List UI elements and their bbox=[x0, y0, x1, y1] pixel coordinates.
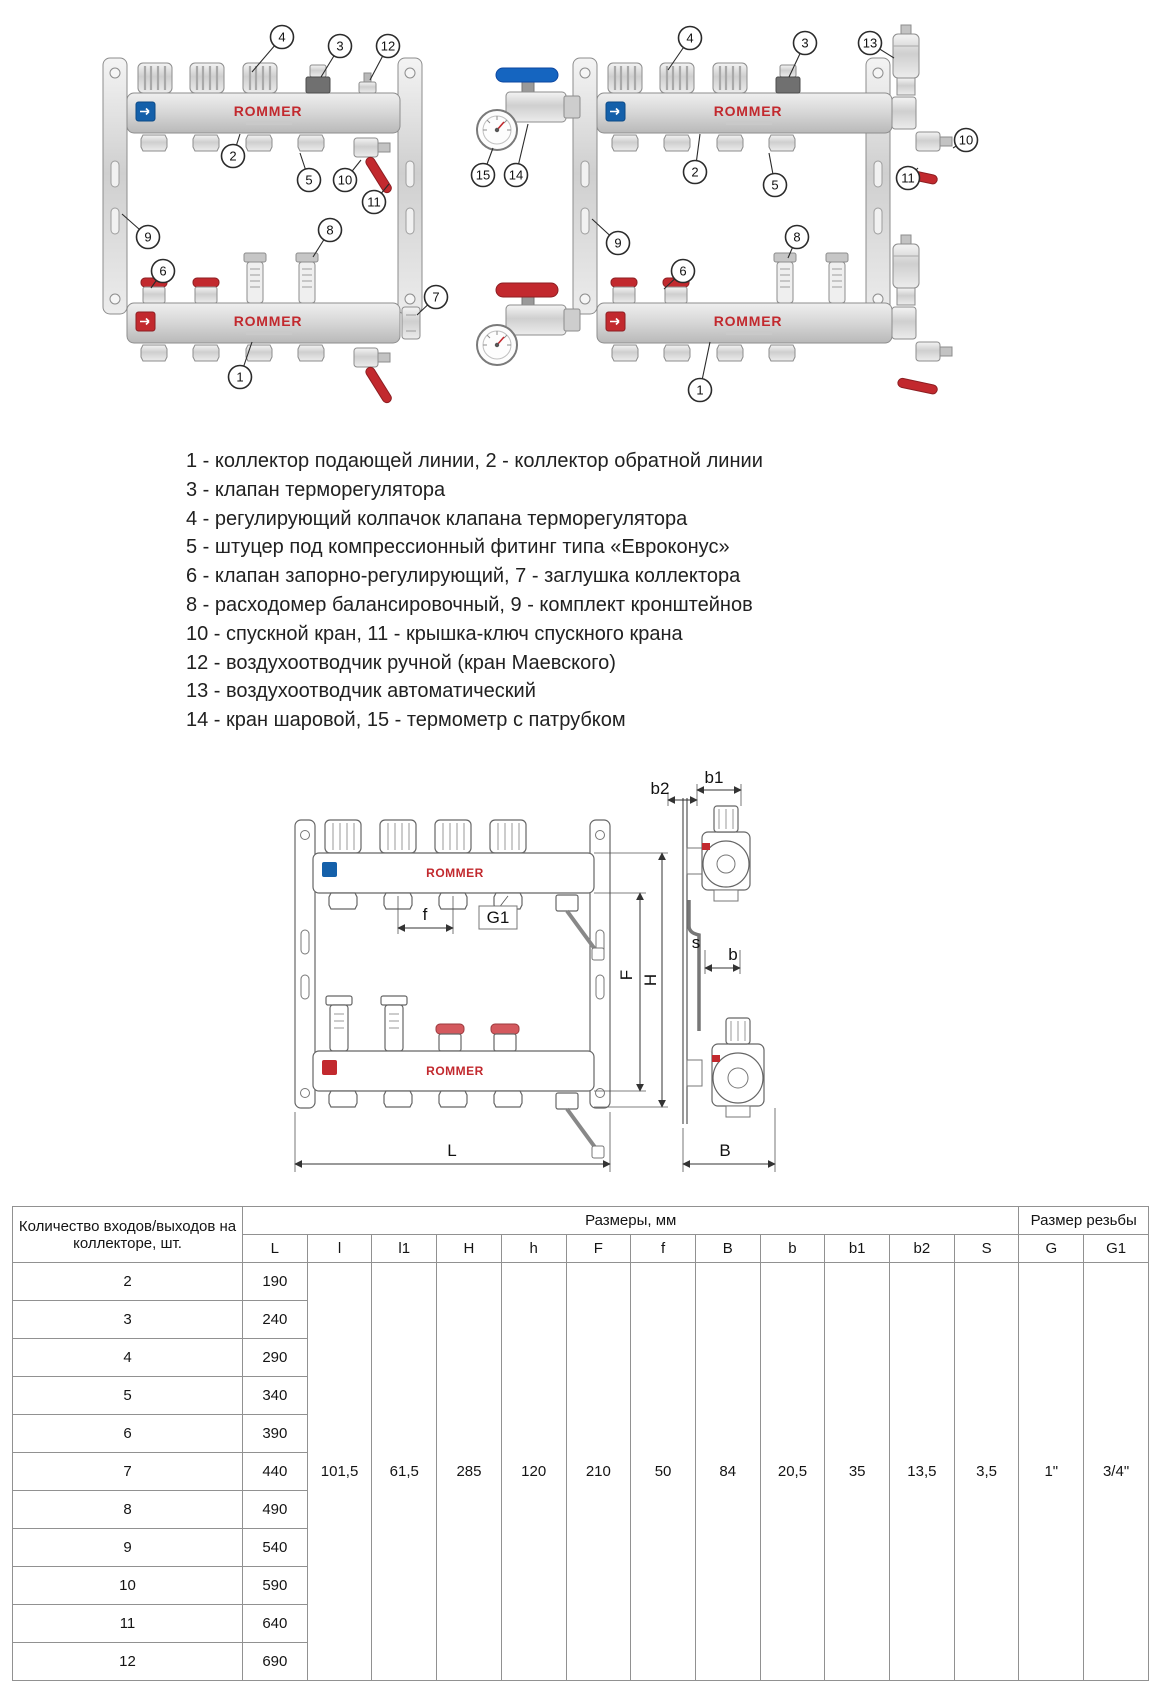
eurocone-outlet-icon bbox=[298, 345, 324, 361]
callout-number: 5 bbox=[771, 177, 779, 193]
callout-number: 4 bbox=[686, 30, 694, 46]
eurocone-outlet-icon bbox=[141, 135, 167, 151]
collector-end-body bbox=[892, 97, 916, 129]
ball-valve-handle-red bbox=[496, 283, 558, 297]
callout-number: 6 bbox=[679, 263, 687, 279]
cell-outputs-count: 4 bbox=[13, 1339, 243, 1377]
callout-number: 14 bbox=[508, 167, 524, 183]
header-outputs-count: Количество входов/выходов на коллекторе, шт. bbox=[13, 1207, 243, 1263]
ball-valve-bottom bbox=[496, 283, 580, 335]
callout-number: 6 bbox=[159, 263, 167, 279]
legend-line-5: 6 - клапан запорно-регулирующий, 7 - заглушка коллектора bbox=[186, 565, 741, 588]
dim-label-b: b bbox=[728, 945, 738, 964]
callout-number: 15 bbox=[475, 167, 491, 183]
header-dimensions-mm: Размеры, мм bbox=[243, 1207, 1019, 1235]
column-header-B: B bbox=[695, 1235, 760, 1263]
shutoff-valve-icon bbox=[611, 278, 637, 303]
column-header-l: l bbox=[307, 1235, 372, 1263]
brand-subtext-mark bbox=[726, 331, 772, 335]
callout-number: 1 bbox=[236, 369, 244, 385]
callout-number: 7 bbox=[432, 289, 440, 305]
callout-11 bbox=[897, 167, 920, 190]
callout-2 bbox=[222, 134, 245, 168]
legend-line-4: 5 - штуцер под компрессионный фитинг типа «Евроконус» bbox=[186, 536, 730, 559]
cell-outputs-count: 2 bbox=[13, 1263, 243, 1301]
legend-line-10: 14 - кран шаровой, 15 - термометр с патрубком bbox=[186, 709, 626, 732]
column-header-F: F bbox=[566, 1235, 631, 1263]
dim-label-b1: b1 bbox=[704, 768, 724, 787]
column-header-b2: b2 bbox=[890, 1235, 955, 1263]
cell-b: 20,5 bbox=[760, 1263, 825, 1681]
ball-valve-handle-blue bbox=[496, 68, 558, 82]
eurocone-outlet-icon bbox=[439, 1091, 467, 1107]
bracket-profile-line bbox=[689, 900, 699, 1031]
legend-line-9: 13 - воздухоотводчик автоматический bbox=[186, 680, 536, 703]
thermo-valve-cap-icon bbox=[490, 820, 526, 853]
drain-key-handle-icon bbox=[897, 378, 938, 395]
table-row-2 bbox=[13, 1263, 1149, 1301]
callout-9 bbox=[592, 219, 630, 255]
cell-L: 640 bbox=[243, 1605, 308, 1643]
cell-L: 390 bbox=[243, 1415, 308, 1453]
cell-outputs-count: 5 bbox=[13, 1377, 243, 1415]
cell-L: 340 bbox=[243, 1377, 308, 1415]
eurocone-outlet-icon bbox=[141, 345, 167, 361]
callout-number: 4 bbox=[278, 29, 286, 45]
eurocone-outlet-icon bbox=[193, 345, 219, 361]
callout-number: 12 bbox=[380, 38, 396, 54]
cell-L: 540 bbox=[243, 1529, 308, 1567]
parts-legend bbox=[186, 447, 763, 735]
dimension-drawing-side bbox=[651, 768, 775, 1172]
eurocone-outlet-icon bbox=[664, 135, 690, 151]
thermostatic-valve-icon bbox=[776, 65, 800, 93]
return-collector-outline bbox=[313, 853, 594, 893]
supply-collector-outline bbox=[313, 1051, 594, 1091]
column-header-b: b bbox=[760, 1235, 825, 1263]
cell-outputs-count: 6 bbox=[13, 1415, 243, 1453]
callout-number: 2 bbox=[691, 164, 699, 180]
callout-5 bbox=[298, 153, 321, 192]
spec-table-body bbox=[13, 1263, 1149, 1681]
cell-G: 1" bbox=[1019, 1263, 1084, 1681]
drain-key-handle-icon bbox=[364, 156, 393, 195]
brand-logo: ROMMER bbox=[233, 313, 303, 329]
callout-number: 11 bbox=[901, 170, 915, 186]
eurocone-outlet-icon bbox=[193, 135, 219, 151]
legend-line-2: 3 - клапан терморегулятора bbox=[186, 478, 446, 501]
eurocone-outlet-icon bbox=[612, 135, 638, 151]
collector-end-body bbox=[892, 307, 916, 339]
supply-collector bbox=[597, 303, 892, 343]
brand-subtext-mark bbox=[246, 331, 292, 335]
legend-line-1: 1 - коллектор подающей линии, 2 - коллектор обратной линии bbox=[186, 450, 763, 472]
dimension-drawing-front bbox=[295, 820, 668, 1172]
eurocone-outlet-icon bbox=[384, 1091, 412, 1107]
eurocone-outlet-icon bbox=[717, 345, 743, 361]
cell-L: 440 bbox=[243, 1453, 308, 1491]
thermo-valve-cap-icon bbox=[608, 63, 642, 93]
cell-outputs-count: 7 bbox=[13, 1453, 243, 1491]
eurocone-outlet-icon bbox=[769, 345, 795, 361]
brand-subtext-mark bbox=[726, 121, 772, 125]
thermometer-icon bbox=[477, 110, 517, 150]
column-header-G1: G1 bbox=[1084, 1235, 1149, 1263]
cell-L: 190 bbox=[243, 1263, 308, 1301]
cell-outputs-count: 8 bbox=[13, 1491, 243, 1529]
dim-label-L: L bbox=[447, 1141, 457, 1160]
header-thread-size: Размер резьбы bbox=[1019, 1207, 1149, 1235]
drain-key-handle-icon bbox=[364, 366, 393, 405]
eurocone-outlet-icon bbox=[329, 893, 357, 909]
return-collector bbox=[597, 93, 892, 133]
brand-subtext-mark bbox=[246, 121, 292, 125]
flow-meter-icon bbox=[326, 996, 352, 1051]
column-header-L: L bbox=[243, 1235, 308, 1263]
eurocone-outlet-icon bbox=[494, 1091, 522, 1107]
column-header-l1: l1 bbox=[372, 1235, 437, 1263]
flow-direction-icon-blue bbox=[322, 862, 337, 877]
cell-F: 210 bbox=[566, 1263, 631, 1681]
cell-L: 290 bbox=[243, 1339, 308, 1377]
eurocone-outlet-icon bbox=[329, 1091, 357, 1107]
cell-outputs-count: 10 bbox=[13, 1567, 243, 1605]
column-header-f: f bbox=[631, 1235, 696, 1263]
callout-number: 10 bbox=[958, 132, 974, 148]
legend-line-6: 8 - расходомер балансировочный, 9 - комплект кронштейнов bbox=[186, 593, 753, 616]
cell-L: 490 bbox=[243, 1491, 308, 1529]
brand-logo: ROMMER bbox=[713, 103, 783, 119]
eurocone-outlet-icon bbox=[717, 135, 743, 151]
automatic-air-vent-icon bbox=[893, 25, 919, 95]
eurocone-outlet-icon bbox=[612, 345, 638, 361]
dim-label-b2: b2 bbox=[650, 779, 670, 798]
return-collector bbox=[127, 93, 400, 133]
thermo-valve-cap-icon bbox=[243, 63, 277, 93]
legend-line-3: 4 - регулирующий колпачок клапана терморегулятора bbox=[186, 507, 688, 530]
callout-number: 8 bbox=[793, 229, 801, 245]
callout-10 bbox=[953, 129, 978, 152]
callout-10 bbox=[334, 160, 362, 192]
dim-label-f: f bbox=[422, 905, 428, 924]
brand-logo: ROMMER bbox=[426, 1064, 484, 1078]
cell-h: 120 bbox=[501, 1263, 566, 1681]
callout-number: 10 bbox=[337, 172, 353, 188]
dimensions-table bbox=[12, 1206, 1149, 1681]
cell-l1: 61,5 bbox=[372, 1263, 437, 1681]
callout-number: 3 bbox=[336, 38, 344, 54]
cell-L: 690 bbox=[243, 1643, 308, 1681]
callout-11 bbox=[363, 184, 390, 214]
wall-bracket-icon bbox=[398, 58, 422, 314]
cell-b1: 35 bbox=[825, 1263, 890, 1681]
cell-L: 240 bbox=[243, 1301, 308, 1339]
column-header-b1: b1 bbox=[825, 1235, 890, 1263]
cell-L: 590 bbox=[243, 1567, 308, 1605]
cell-f: 50 bbox=[631, 1263, 696, 1681]
thermo-valve-cap-icon bbox=[713, 63, 747, 93]
dim-label-F: F bbox=[617, 969, 636, 981]
thermo-valve-cap-icon bbox=[380, 820, 416, 853]
drain-valve-bottom bbox=[354, 348, 393, 404]
callout-8 bbox=[313, 219, 342, 258]
eurocone-outlet-icon bbox=[769, 135, 795, 151]
thermo-valve-cap-icon bbox=[138, 63, 172, 93]
eurocone-outlet-icon bbox=[298, 135, 324, 151]
cell-outputs-count: 11 bbox=[13, 1605, 243, 1643]
manifold-diagrams bbox=[0, 0, 1161, 450]
cell-outputs-count: 12 bbox=[13, 1643, 243, 1681]
supply-collector bbox=[127, 303, 400, 343]
cell-b2: 13,5 bbox=[890, 1263, 955, 1681]
table-header-groups bbox=[13, 1207, 1149, 1235]
manual-air-vent-icon bbox=[359, 73, 376, 93]
flow-meter-icon bbox=[381, 996, 407, 1051]
manifold-diagram-left bbox=[103, 26, 448, 405]
cell-B: 84 bbox=[695, 1263, 760, 1681]
thermo-valve-cap-icon bbox=[660, 63, 694, 93]
callout-number: 9 bbox=[144, 229, 152, 245]
manifold-diagram-right bbox=[472, 25, 978, 402]
callout-number: 5 bbox=[305, 172, 313, 188]
flow-meter-icon bbox=[826, 253, 848, 303]
collector-plug-icon bbox=[402, 307, 420, 339]
cell-G1: 3/4" bbox=[1084, 1263, 1149, 1681]
callout-13 bbox=[859, 32, 895, 59]
brand-logo: ROMMER bbox=[713, 313, 783, 329]
flow-meter-icon bbox=[774, 253, 796, 303]
thermo-valve-cap-icon bbox=[325, 820, 361, 853]
callout-number: 1 bbox=[696, 382, 704, 398]
cell-S: 3,5 bbox=[954, 1263, 1019, 1681]
flow-meter-icon bbox=[244, 253, 266, 303]
dim-label-B: B bbox=[719, 1141, 731, 1160]
shutoff-valve-icon bbox=[491, 1024, 519, 1051]
callout-9 bbox=[122, 214, 160, 249]
callout-number: 11 bbox=[367, 194, 381, 210]
eurocone-outlet-icon bbox=[246, 135, 272, 151]
flow-direction-icon-red bbox=[322, 1060, 337, 1075]
column-header-h: h bbox=[501, 1235, 566, 1263]
callout-number: 8 bbox=[326, 222, 334, 238]
callout-number: 3 bbox=[801, 35, 809, 51]
thermo-valve-cap-icon bbox=[435, 820, 471, 853]
cell-outputs-count: 3 bbox=[13, 1301, 243, 1339]
cell-l: 101,5 bbox=[307, 1263, 372, 1681]
shutoff-valve-icon bbox=[436, 1024, 464, 1051]
callout-5 bbox=[764, 153, 787, 197]
column-header-S: S bbox=[954, 1235, 1019, 1263]
shutoff-valve-icon bbox=[193, 278, 219, 303]
brand-logo: ROMMER bbox=[426, 866, 484, 880]
flow-meter-icon bbox=[296, 253, 318, 303]
top-assembly-profile bbox=[687, 806, 750, 901]
thermometer-icon bbox=[477, 325, 517, 365]
column-header-G: G bbox=[1019, 1235, 1084, 1263]
callout-number: 9 bbox=[614, 235, 622, 251]
cell-H: 285 bbox=[437, 1263, 502, 1681]
dim-label-G1: G1 bbox=[486, 908, 510, 927]
callout-15 bbox=[472, 148, 495, 187]
drain-valve-icon bbox=[916, 342, 952, 361]
callout-12 bbox=[370, 35, 400, 81]
bottom-assembly-profile bbox=[687, 1018, 764, 1117]
dimension-drawing bbox=[0, 755, 1161, 1205]
bracket-outline bbox=[295, 820, 315, 1108]
legend-line-8: 12 - воздухоотводчик ручной (кран Маевского) bbox=[186, 651, 616, 674]
automatic-air-vent-icon bbox=[893, 235, 919, 305]
legend-line-7: 10 - спускной кран, 11 - крышка-ключ спускного крана bbox=[186, 622, 683, 645]
eurocone-outlet-icon bbox=[664, 345, 690, 361]
callout-1 bbox=[689, 342, 712, 402]
wall-bracket-icon bbox=[103, 58, 127, 314]
cell-outputs-count: 9 bbox=[13, 1529, 243, 1567]
callout-number: 13 bbox=[862, 35, 878, 51]
thermo-valve-cap-icon bbox=[190, 63, 224, 93]
column-header-H: H bbox=[437, 1235, 502, 1263]
dim-label-H: H bbox=[641, 973, 660, 987]
dim-label-s: s bbox=[691, 933, 701, 952]
drain-valve-icon bbox=[916, 132, 952, 151]
brand-logo: ROMMER bbox=[233, 103, 303, 119]
callout-number: 2 bbox=[229, 148, 237, 164]
